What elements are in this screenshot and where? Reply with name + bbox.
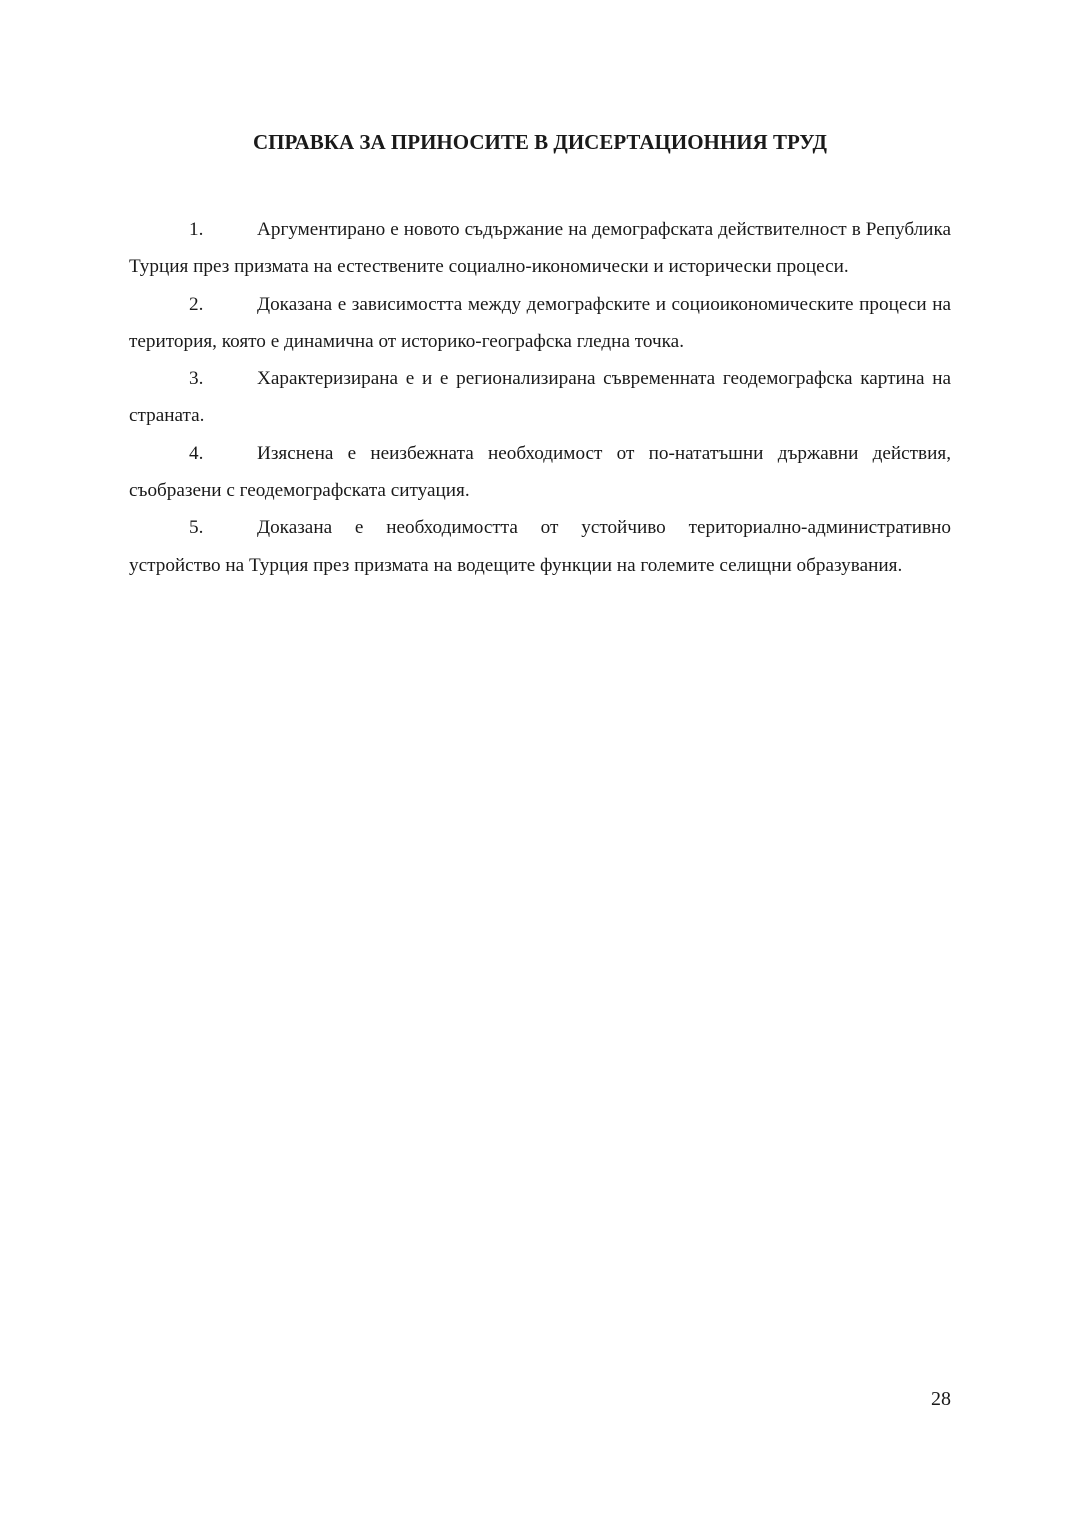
item-number: 5. (189, 517, 204, 539)
item-number: 1. (189, 219, 204, 240)
item-number: 4. (189, 442, 204, 464)
list-item (129, 360, 951, 435)
list-item (129, 211, 951, 286)
list-item (129, 286, 951, 361)
item-text: Доказана е необходимостта от устойчиво териториално-административно устройство на Турция през призмата на водещите функции на големите селищни образувания. (129, 517, 951, 576)
list-item (129, 435, 951, 510)
item-text: Аргументирано е новото съдържание на демографската действителност в Република Турция през призмата на естествените социално-икономически и исторически процеси. (129, 219, 951, 278)
item-number: 3. (189, 368, 204, 390)
document-title: СПРАВКА ЗА ПРИНОСИТЕ В ДИСЕРТАЦИОННИЯ ТРУД (252, 130, 828, 154)
list-item (129, 509, 951, 584)
item-text: Изяснена е неизбежната необходимост от по-нататъшни държавни действия, съобразени с геодемографската ситуация. (129, 442, 951, 502)
item-number: 2. (189, 293, 204, 315)
item-text: Доказана е зависимостта между демографските и социоикономическите процеси на територия, която е динамична от историко-географска гледна точка. (129, 293, 951, 352)
page-number: 28 (931, 1388, 951, 1410)
item-text: Характеризирана е и е регионализирана съвременната геодемографска картина на страната. (129, 368, 951, 427)
contributions-list (129, 211, 951, 584)
